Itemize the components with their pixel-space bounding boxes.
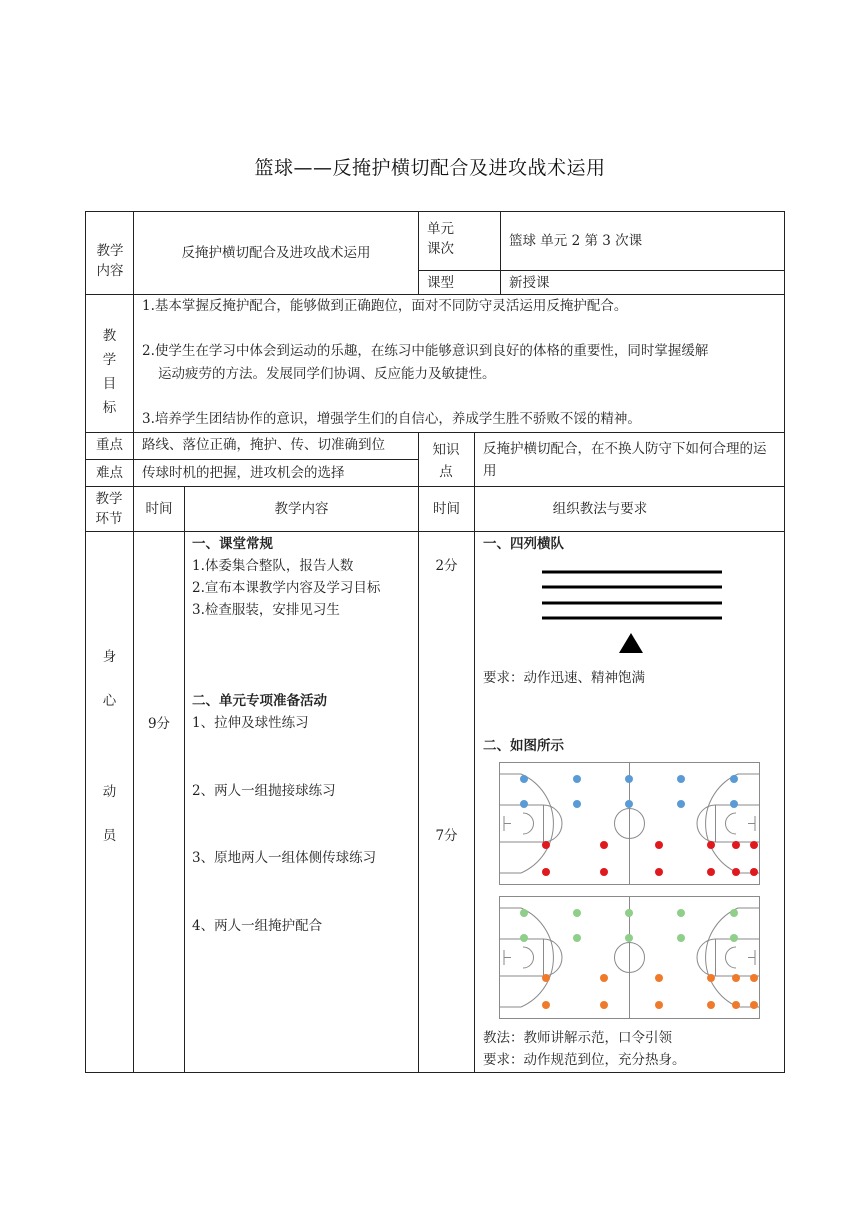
- header-content: 教学内容: [274, 501, 329, 517]
- header-method: 组织教法与要求: [552, 501, 648, 517]
- header-section: 教学环节: [95, 491, 123, 527]
- goal-item-2: 2.使学生在学习中体会到运动的乐趣，在练习中能够意识到良好的体格的重要性，同时掌握缓解: [142, 343, 709, 359]
- goal-item-1: 1.基本掌握反掩护配合，能够做到正确跑位，面对不同防守灵活运用反掩护配合。: [142, 298, 628, 314]
- warmup-item-3: 3、原地两人一组体侧传球练习: [192, 850, 377, 866]
- warmup-item-4: 4、两人一组掩护配合: [192, 918, 323, 934]
- court2-orange-players: [542, 974, 758, 1009]
- goal-item-2-cont: 运动疲劳的方法。发展同学们协调、反应能力及敏捷性。: [158, 366, 496, 382]
- key-point-value: 路线、落位正确，掩护、传、切准确到位: [142, 437, 385, 453]
- formation-diagram: [540, 567, 725, 657]
- section-char-1: 身: [102, 649, 117, 665]
- method-text: 教法：教师讲解示范，口令引领: [483, 1030, 672, 1046]
- body-time: 9分: [147, 716, 171, 732]
- header-time: 时间: [145, 501, 173, 517]
- time-b: 7分: [435, 828, 458, 844]
- warmup-title: 二、单元专项准备活动: [192, 693, 327, 709]
- key-point-label: 重点: [96, 437, 123, 453]
- court-diagram-2: [499, 896, 760, 1019]
- teacher-triangle-icon: [619, 633, 643, 653]
- lesson-type-label: 课型: [427, 275, 454, 291]
- goal-item-3: 3.培养学生团结协作的意识，增强学生们的自信心，养成学生胜不骄败不馁的精神。: [142, 411, 641, 427]
- difficult-point-label: 难点: [96, 465, 123, 481]
- teaching-goals-label: 教 学 目 标: [102, 328, 117, 416]
- warmup-item-2: 2、两人一组抛接球练习: [192, 783, 336, 799]
- figure-title: 二、如图所示: [483, 738, 564, 754]
- routine-title: 一、课堂常规: [192, 536, 273, 552]
- page-title: 篮球——反掩护横切配合及进攻战术运用: [254, 157, 606, 179]
- formation-requirement: 要求：动作迅速、精神饱满: [483, 670, 645, 686]
- section-char-2: 心: [102, 693, 117, 709]
- difficult-point-value: 传球时机的把握，进攻机会的选择: [142, 465, 345, 481]
- section-char-3: 动: [102, 784, 117, 800]
- routine-item-3: 3.检查服装，安排见习生: [192, 602, 340, 618]
- section-char-4: 员: [102, 828, 117, 844]
- knowledge-point-value: 反掩护横切配合，在不换人防守下如何合理的运用: [483, 441, 767, 479]
- unit-lesson-value: 篮球 单元 2 第 3 次课: [509, 233, 643, 249]
- header-time-2: 时间: [433, 501, 460, 517]
- unit-lesson-label: 单元课次: [427, 221, 454, 257]
- warmup-item-1: 1、拉伸及球性练习: [192, 715, 309, 731]
- knowledge-point-label: 知识点: [432, 442, 460, 480]
- routine-item-1: 1.体委集合整队，报告人数: [192, 558, 354, 574]
- court-diagram-1: [499, 762, 760, 885]
- teaching-content-label: 教学内容: [96, 243, 124, 279]
- method-requirement: 要求：动作规范到位，充分热身。: [483, 1052, 686, 1068]
- formation-title: 一、四列横队: [483, 536, 564, 552]
- teaching-content-value: 反掩护横切配合及进攻战术运用: [181, 245, 371, 261]
- court1-red-players: [542, 841, 758, 876]
- routine-item-2: 2.宣布本课教学内容及学习目标: [192, 580, 381, 596]
- lesson-type-value: 新授课: [509, 275, 550, 291]
- time-a: 2分: [435, 558, 458, 574]
